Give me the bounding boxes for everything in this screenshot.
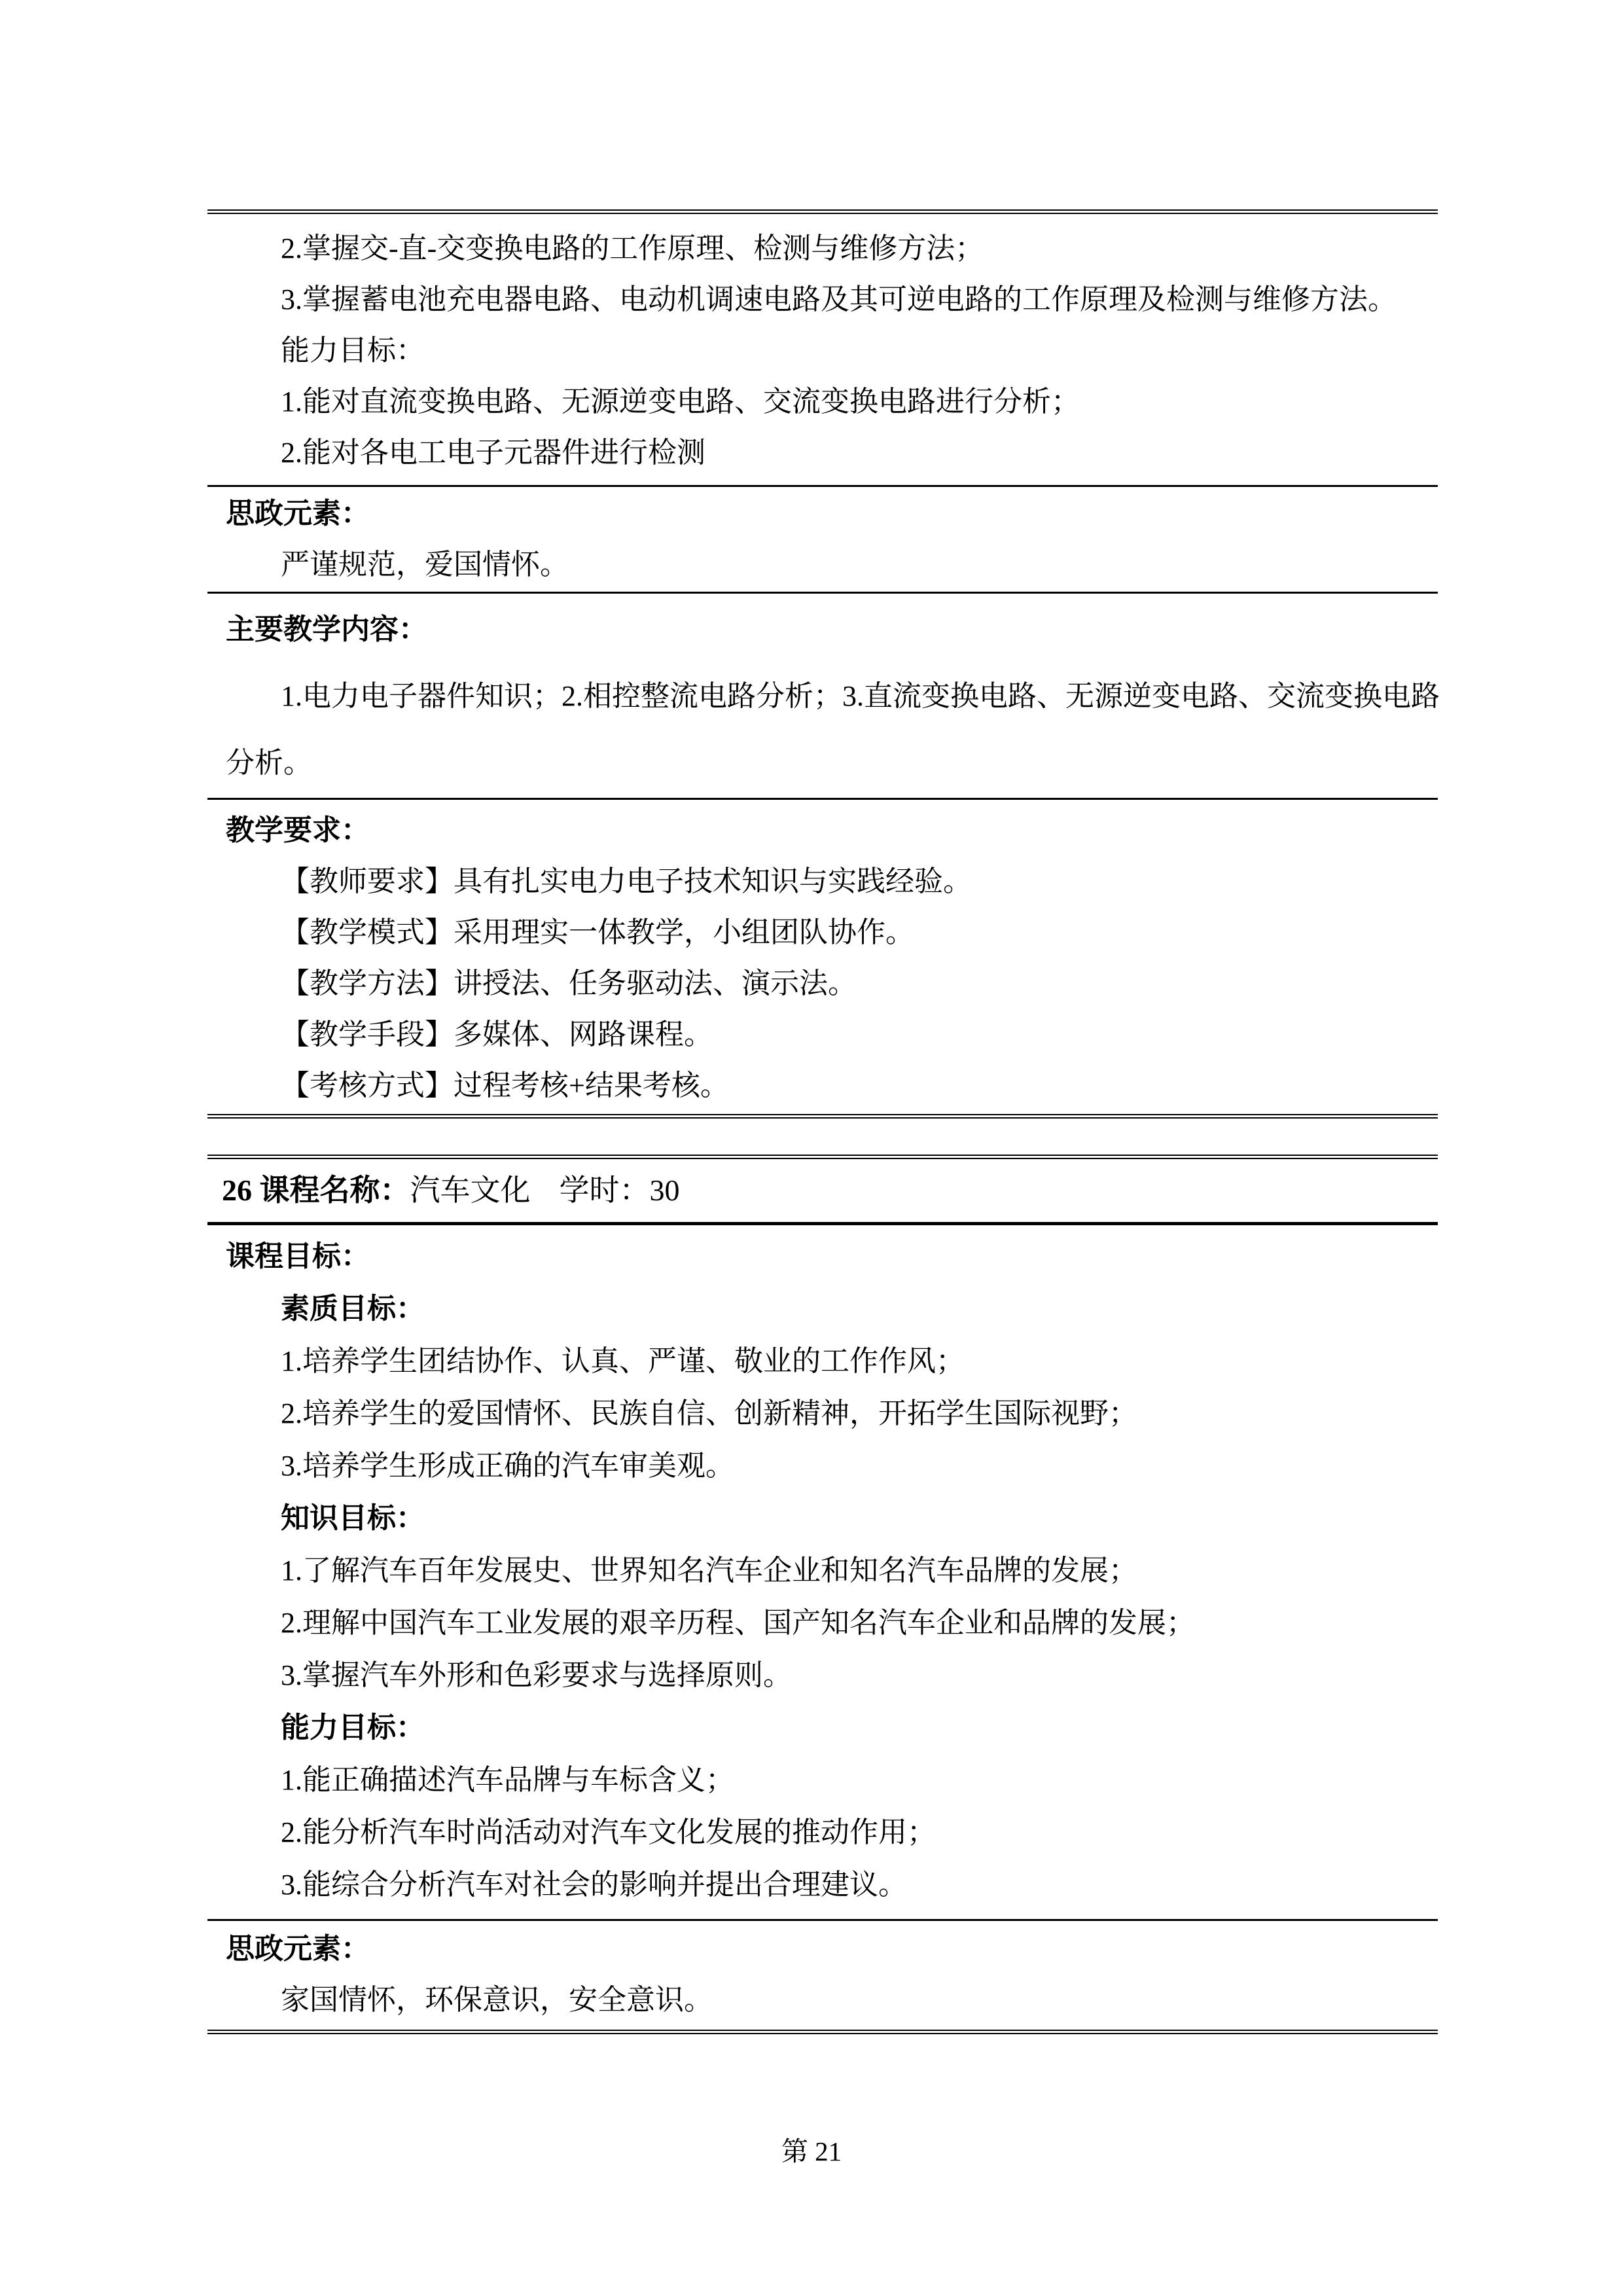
text-line: 家国情怀，环保意识，安全意识。 xyxy=(281,1984,713,2016)
section-heading-ideology: 思政元素： xyxy=(226,1933,370,1965)
subsection-heading-ability: 能力目标： xyxy=(281,334,425,367)
document-body xyxy=(207,209,1438,2034)
course-name: 汽车文化 xyxy=(410,1174,531,1207)
course25-requirements-cell xyxy=(207,800,1438,1114)
text-line: 1.能对直流变换电路、无源逆变电路、交流变换电路进行分析； xyxy=(281,386,1080,418)
text-line: 3.掌握蓄电池充电器电路、电动机调速电路及其可逆电路的工作原理及检测与维修方法。 xyxy=(281,283,1397,315)
course26-goals-cell xyxy=(207,1225,1438,1919)
text-line: 2.培养学生的爱国情怀、民族自信、创新精神，开拓学生国际视野； xyxy=(281,1397,1137,1429)
text-line: 1.电力电子器件知识；2.相控整流电路分析；3.直流变换电路、无源逆变电路、交流变换电路 xyxy=(281,680,1440,712)
section-heading-teaching-content: 主要教学内容： xyxy=(226,613,427,645)
text-line: 2.理解中国汽车工业发展的艰辛历程、国产知名汽车企业和品牌的发展； xyxy=(281,1607,1195,1639)
text-line: 【教学模式】采用理实一体教学，小组团队协作。 xyxy=(281,916,914,948)
text-line: 3.培养学生形成正确的汽车审美观。 xyxy=(281,1450,734,1482)
text-line: 【考核方式】过程考核+结果考核。 xyxy=(281,1069,729,1102)
section-heading-ideology: 思政元素： xyxy=(226,497,370,529)
text-line: 1.培养学生团结协作、认真、严谨、敬业的工作作风； xyxy=(281,1345,965,1377)
text-line: 严谨规范，爱国情怀。 xyxy=(281,548,569,581)
course26-header-row xyxy=(207,1159,1438,1222)
section-heading-goals: 课程目标： xyxy=(226,1240,370,1272)
section-heading-requirements: 教学要求： xyxy=(226,814,370,846)
text-line: 分析。 xyxy=(226,747,312,779)
text-line: 【教师要求】具有扎实电力电子技术知识与实践经验。 xyxy=(281,865,972,897)
text-line: 3.掌握汽车外形和色彩要求与选择原则。 xyxy=(281,1659,792,1691)
course-number-label: 26 课程名称： xyxy=(222,1174,410,1207)
table-bottom-double-divider xyxy=(207,2030,1438,2034)
subsection-heading-knowledge: 知识目标： xyxy=(281,1502,425,1534)
text-line: 2.能分析汽车时尚活动对汽车文化发展的推动作用； xyxy=(281,1816,936,1848)
text-line: 1.能正确描述汽车品牌与车标含义； xyxy=(281,1764,734,1796)
text-line: 2.掌握交-直-交变换电路的工作原理、检测与维修方法； xyxy=(281,232,984,264)
course25-objectives-cell xyxy=(207,214,1438,485)
text-line: 【教学方法】讲授法、任务驱动法、演示法。 xyxy=(281,967,857,999)
table-top-double-divider xyxy=(207,1155,1438,1159)
text-line: 2.能对各电工电子元器件进行检测 xyxy=(281,437,705,469)
text-line: 【教学手段】多媒体、网路课程。 xyxy=(281,1018,713,1050)
text-line: 3.能综合分析汽车对社会的影响并提出合理建议。 xyxy=(281,1869,907,1901)
page-number: 第 21 xyxy=(781,2136,842,2166)
subsection-heading-quality: 素质目标： xyxy=(281,1293,425,1325)
table-gap xyxy=(207,1119,1438,1155)
course26-ideology-cell xyxy=(207,1921,1438,2030)
course25-teaching-content-cell xyxy=(207,594,1438,798)
table-top-double-divider xyxy=(207,209,1438,214)
subsection-heading-ability: 能力目标： xyxy=(281,1712,425,1744)
course-hours: 学时：30 xyxy=(559,1174,680,1207)
text-line: 1.了解汽车百年发展史、世界知名汽车企业和知名汽车品牌的发展； xyxy=(281,1554,1137,1587)
table-bottom-double-divider xyxy=(207,1114,1438,1119)
course25-ideology-cell xyxy=(207,487,1438,592)
